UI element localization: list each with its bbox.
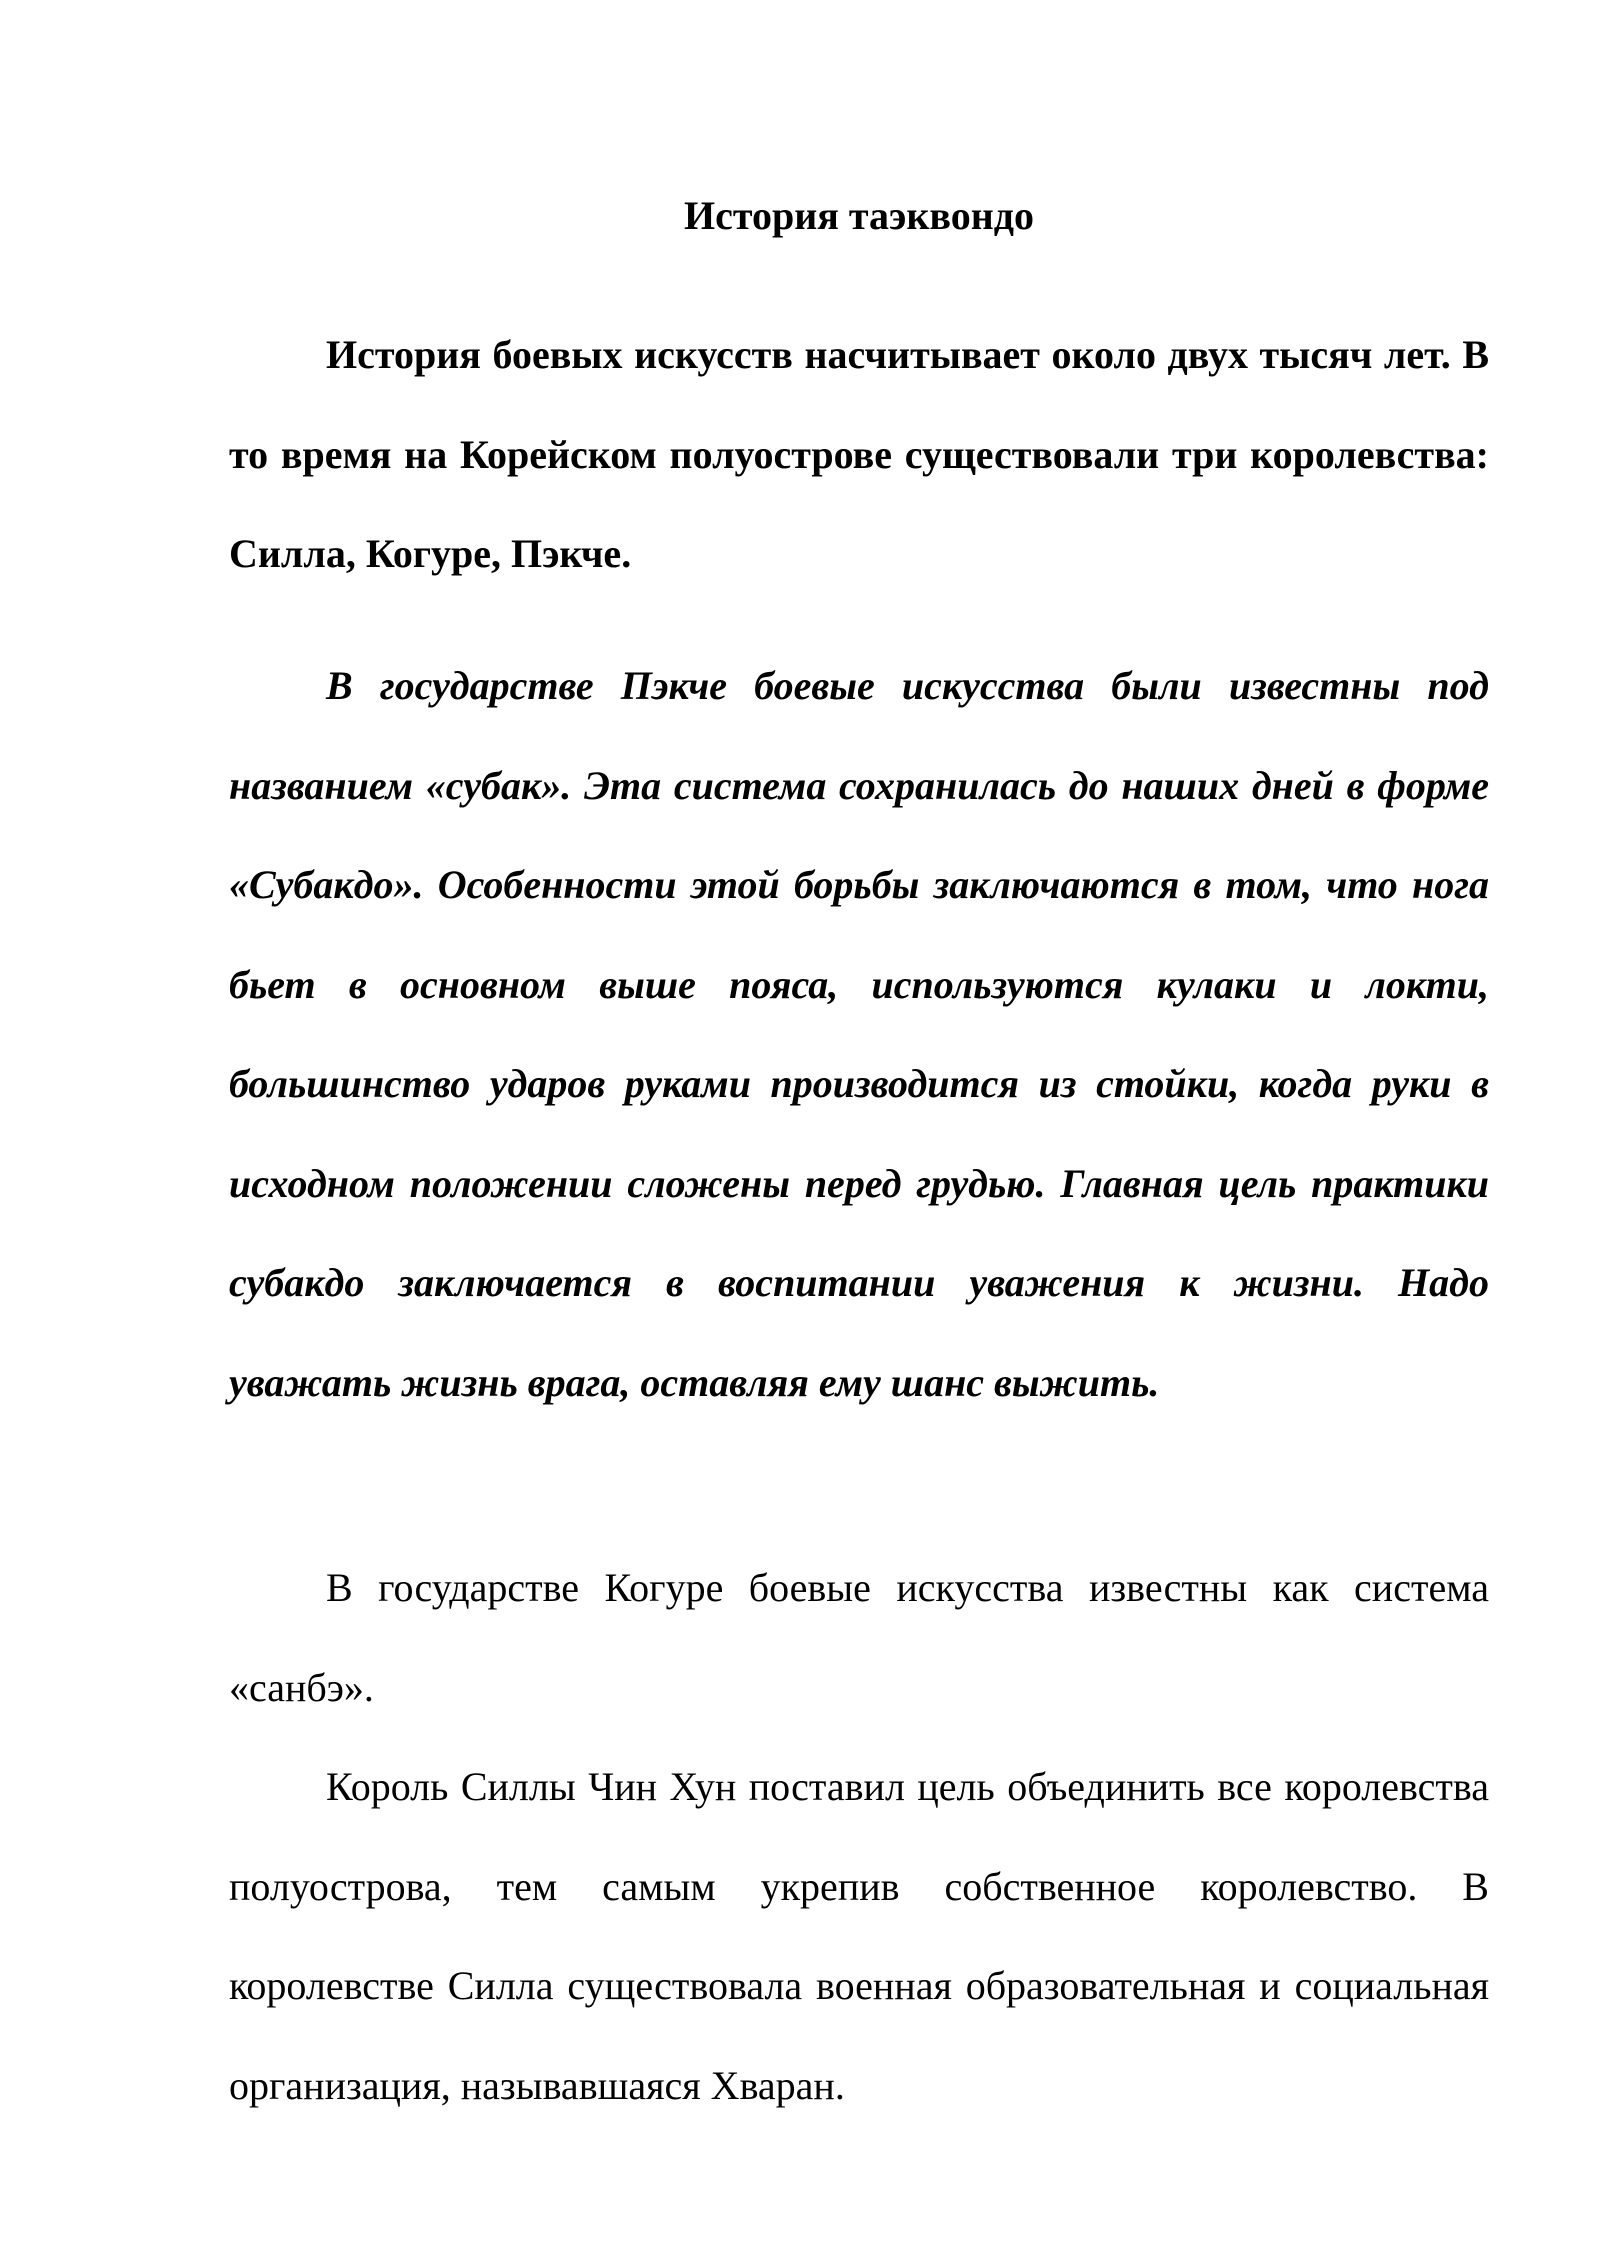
paragraph-bold-italic-pekche: В государстве Пэкче боевые искусства были известны под названием «субак». Эта система сохранилась до наших дней в форме «Субакдо». Особенности этой борьбы заключаются в том, что нога бьет в основном выше пояса, используются кулаки и локти, большинство ударов руками производится из стойки, когда руки в исходном положении сложены перед грудью. Главная цель практики субакдо заключается в воспитании уважения к жизни. Надо уважать жизнь врага, оставляя ему шанс выжить. [229, 663, 1489, 1405]
document-title: История таэквондо [684, 193, 1034, 238]
paragraph-silla: Король Силлы Чин Хун поставил цель объединить все королевства полуострова, тем самым укрепив собственное королевство. В королевстве Силла существовала военная образовательная и социальная организация, называвшаяся Хваран. [229, 1764, 1489, 2108]
paragraph-koguryo: В государстве Когуре боевые искусства известны как система «санбэ». [229, 1565, 1489, 1710]
paragraph-bold-intro: История боевых искусств насчитывает около двух тысяч лет. В то время на Корейском полуострове существовали три королевства: Силла, Когуре, Пэкче. [229, 332, 1489, 576]
